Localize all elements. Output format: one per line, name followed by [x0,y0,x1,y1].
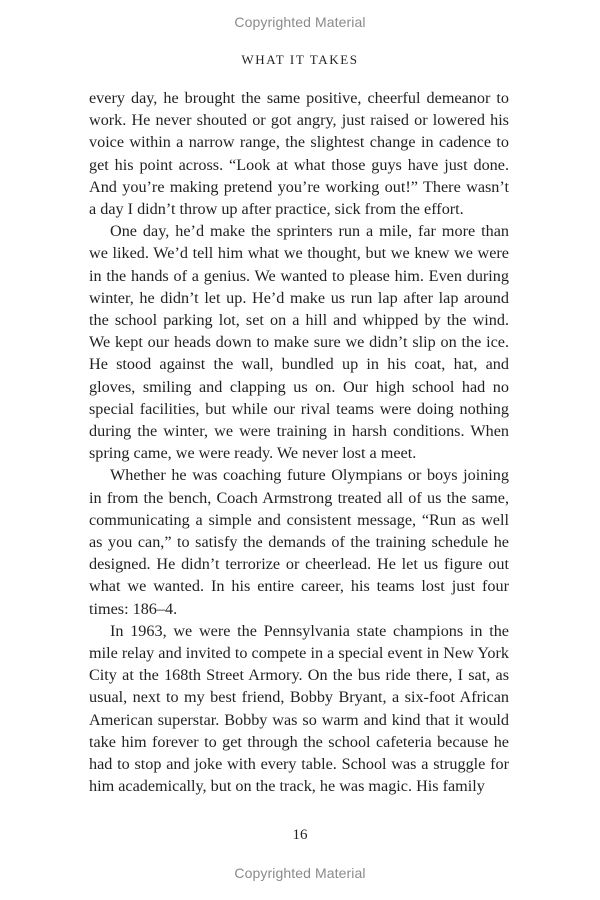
page-body [89,87,509,798]
paragraph-sprinters-mile: One day, he’d make the sprinters run a mile, far more than we liked. We’d tell him what we thought, but we knew we were in the hands of a genius. We wanted to please him. Even during winter, he didn’t let up. He’d make us run lap after lap around the school parking lot, set on a hill and whipped by the wind. We kept our heads down to make sure we didn’t slip on the ice. He stood against the wall, bundled up in his coat, hat, and gloves, smiling and clapping us on. Our high school had no special facilities, but while our rival teams were doing nothing during the winter, we were training in harsh conditions. When spring came, we were ready. We never lost a meet. [89,222,509,463]
paragraph-coach-armstrong: Whether he was coaching future Olympians or boys joining in from the bench, Coach Armstrong treated all of us the same, communicating a simple and consistent message, “Run as well as you can,” to satisfy the demands of the training schedule he designed. He didn’t terrorize or cheerlead. He let us figure out what we wanted. In his entire career, his teams lost just four times: 186–4. [89,466,509,618]
copyright-watermark-top: Copyrighted Material [234,14,366,30]
running-head: WHAT IT TAKES [241,52,359,67]
page-number: 16 [292,827,308,843]
copyright-watermark-bottom: Copyrighted Material [234,865,366,881]
paragraph-continued: every day, he brought the same positive, cheerful demeanor to work. He never shouted or got angry, just raised or lowered his voice within a narrow range, the slightest change in cadence to get his point across. “Look at what those guys have just done. And you’re making pretend you’re working out!” There wasn’t a day I didn’t throw up after practice, sick from the effort. [89,89,509,219]
paragraph-1963-relay: In 1963, we were the Pennsylvania state champions in the mile relay and invited to compete in a special event in New York City at the 168th Street Armory. On the bus ride there, I sat, as usual, next to my best friend, Bobby Bryant, a six-foot African American superstar. Bobby was so warm and kind that it would take him forever to get through the school cafeteria because he had to stop and joke with every table. School was a struggle for him academically, but on the track, he was magic. His family [89,621,509,796]
